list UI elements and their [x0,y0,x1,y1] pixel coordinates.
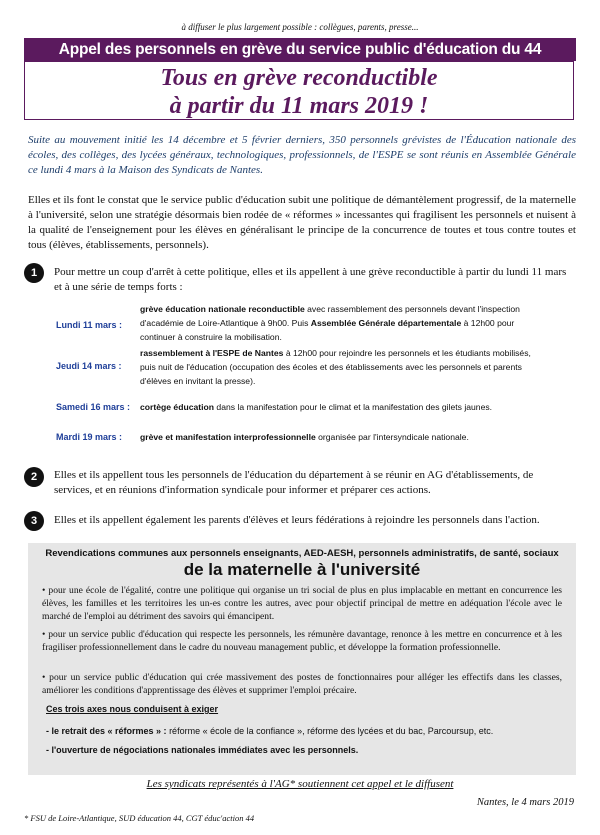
main-title-line1: Tous en grève reconductible [160,65,438,91]
demand-2 [46,745,358,755]
point-3-text: Elles et ils appellent également les parents d'élèves et leurs fédérations à rejoindre les personnels dans l'action. [54,514,540,526]
demand-2-bold: - l'ouverture de négociations nationales immédiates avec les personnels. [46,745,359,755]
main-title-line2: à partir du 11 mars 2019 ! [169,93,429,119]
schedule-text: à 12h00 pour rejoindre les personnels et les étudiants mobilisés, puis nuit de l'éducation (occupation des écoles et des établissements avec les personnels et parents d'élèves en invitant la presse). [140,348,531,386]
schedule-bold: grève et manifestation interprofessionnelle [140,432,316,442]
schedule-text-thursday [140,346,536,388]
schedule-text: à 12h00 pour continuer à construire la mobilisation. [140,318,515,342]
axes-title: Ces trois axes nous conduisent à exiger [46,704,219,714]
schedule-day-saturday: Samedi 16 mars : [56,402,131,412]
schedule-text-monday [140,302,536,344]
revendication-bullet-1: • pour une école de l'égalité, contre une politique qui organise un tri social de plus en plus implacable en mettant en concurrence les élèves, les familles et les territoires les un-es contre les autres, avec pour objectif principal de mettre en adéquation l'école avec le marché de l'emploi au détriment des savoirs qui émancipent. [42,585,562,622]
footnote: * FSU de Loire-Atlantique, SUD éducation 44, CGT éduc'action 44 [24,813,255,823]
number-badge-2: 2 [24,467,44,487]
banner-title: Appel des personnels en grève du service public d'éducation du 44 [24,38,576,61]
schedule-text-saturday [140,400,536,414]
revendication-bullet-3: • pour un service public d'éducation qui crée massivement des postes de fonctionnaires pour alléger les effectifs dans les classes, améliorer les conditions d'apprentissage des élèves et supprimer l'emploi précaire. [42,672,562,696]
schedule-day-thursday: Jeudi 14 mars : [56,361,122,371]
schedule-text: organisée par l'intersyndicale nationale. [315,432,469,442]
schedule-day-tuesday: Mardi 19 mars : [56,432,123,442]
schedule-bold: rassemblement à l'ESPE de Nantes [140,348,284,358]
distribution-note: à diffuser le plus largement possible : collègues, parents, presse... [181,22,419,32]
revendication-bullet-2: • pour un service public d'éducation qui respecte les personnels, les rémunère davantage, renonce à les mettre en concurrence et à les fragiliser professionnellement dans le cadre du nouveau management public, et développe la formation professionnelle. [42,629,562,653]
schedule-text: dans la manifestation pour le climat et la manifestation des gilets jaunes. [214,402,493,412]
schedule-bold: Assemblée Générale départementale [310,318,462,328]
demand-1-bold: - le retrait des « réformes » : [46,726,167,736]
support-statement: Les syndicats représentés à l'AG* soutiennent cet appel et le diffusent [146,778,454,790]
intro-paragraph: Suite au mouvement initié les 14 décembre et 5 février derniers, 350 personnels grévistes de l'Éducation nationale des écoles, des collèges, des lycées généraux, technologiques, professionnels, de l'ESPE se sont réunis en Assemblée Générale ce lundi 4 mars à la Maison des Syndicats de Nantes. [28,134,576,176]
revendications-subtitle: de la maternelle à l'université [183,560,421,579]
schedule-day-monday: Lundi 11 mars : [56,320,123,330]
date-line: Nantes, le 4 mars 2019 [476,797,574,808]
point-2-text: Elles et ils appellent tous les personnels de l'éducation du département à se réunir en AG d'établissements, de services, et en réunions d'information syndicale pour informer et préparer ces actions. [54,469,534,496]
point-1-text: Pour mettre un coup d'arrêt à cette politique, elles et ils appellent à une grève reconductible à partir du lundi 11 mars et à une série de temps forts : [54,266,567,293]
revendications-heading: Revendications communes aux personnels enseignants, AED-AESH, personnels administratifs, de santé, sociaux [45,548,559,559]
number-badge-1: 1 [24,263,44,283]
schedule-text: avec rassemblement des personnels devant l'inspection d'académie de Loire-Atlantique à 9h00. Puis [140,304,520,328]
schedule-bold: cortège éducation [140,402,215,412]
schedule-text-tuesday [140,430,536,444]
number-badge-3: 3 [24,511,44,531]
demand-1 [46,726,493,736]
main-title [24,61,574,120]
schedule-bold: grève éducation nationale reconductible [140,304,305,314]
constat-paragraph: Elles et ils font le constat que le service public d'éducation subit une politique de démantèlement progressif, de la maternelle à l'université, selon une stratégie désormais bien rodée de « réformes » incessantes qui fragilisent les personnels et nuisent à la qualité de l'enseignement pour les élèves en généralisant le principe de la concurrence de toutes et tous contre toutes et tous (élèves, établissements, personnels). [28,194,576,251]
demand-1-text: réforme « école de la confiance », réforme des lycées et du bac, Parcoursup, etc. [166,726,494,736]
